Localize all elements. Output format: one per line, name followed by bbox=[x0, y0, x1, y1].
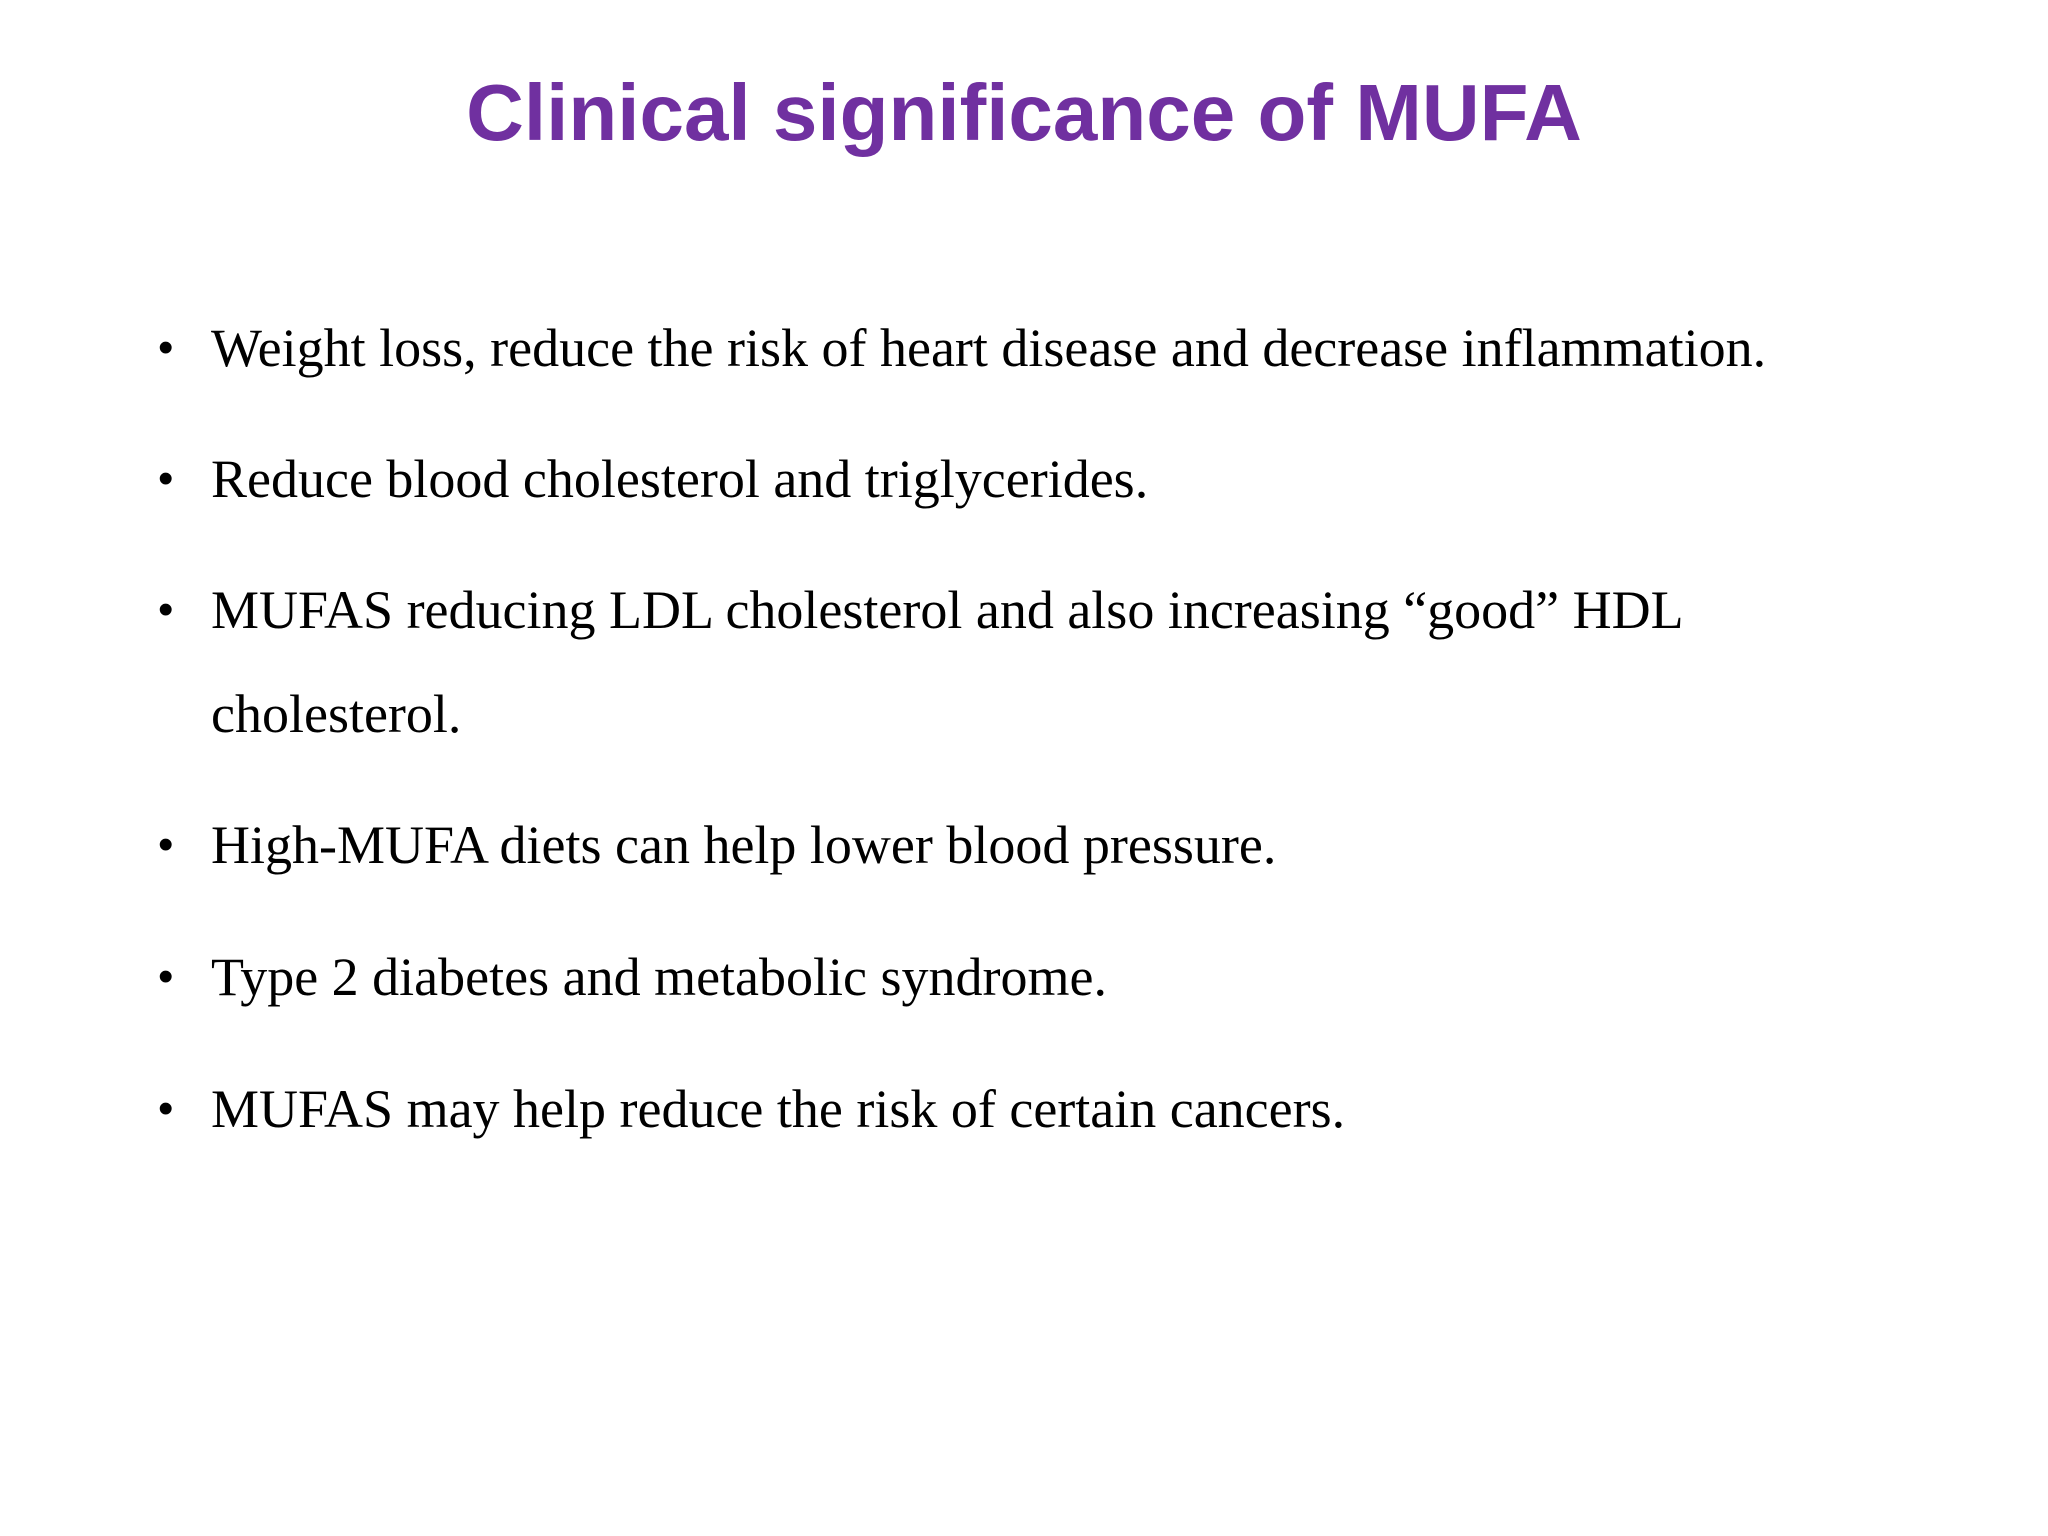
bullet-icon: • bbox=[158, 820, 174, 869]
bullet-icon: • bbox=[158, 585, 174, 634]
bullet-text: MUFAS may help reduce the risk of certain cancers. bbox=[211, 1079, 1346, 1139]
slide-title: Clinical significance of MUFA bbox=[466, 68, 1582, 157]
bullet-icon: • bbox=[158, 952, 174, 1001]
bullet-text: High-MUFA diets can help lower blood pressure. bbox=[211, 815, 1277, 875]
bullet-text: Weight loss, reduce the risk of heart disease and decrease inflammation. bbox=[211, 318, 1767, 378]
bullet-icon: • bbox=[158, 323, 174, 372]
bullet-text: MUFAS reducing LDL cholesterol and also increasing “good” HDL cholesterol. bbox=[211, 580, 1684, 744]
bullet-text: Reduce blood cholesterol and triglycerides. bbox=[211, 449, 1149, 509]
bullet-icon: • bbox=[158, 1084, 174, 1133]
bullet-icon: • bbox=[158, 454, 174, 503]
bullet-text: Type 2 diabetes and metabolic syndrome. bbox=[211, 947, 1107, 1007]
